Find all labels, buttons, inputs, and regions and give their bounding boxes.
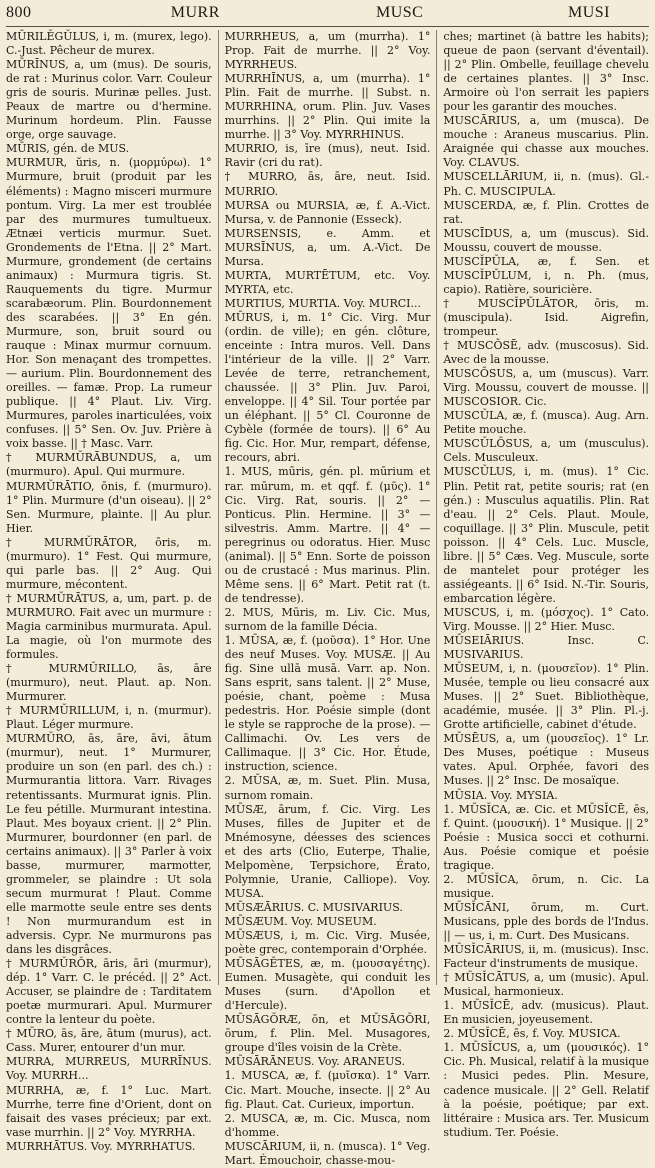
dictionary-entry: MUSCŬLA, æ, f. (musca). Aug. Arn. Petite mouche. <box>443 409 650 437</box>
dictionary-entry: 1. MŪSĬCUS, a, um (μουσικός). 1° Cic. Ph. Musical, relatif à la musique : Musici pedes. Plin. Mesure, cadence musicale. || 2° Gell. Relatif à la poésie, poétique; par ext. littéraire : Musica ars. Ter. Musicum studium. Ter. Poésie. <box>443 1041 650 1139</box>
dictionary-entry: † MURMŬRĀTOR, ōris, m. (murmuro). 1° Fest. Qui murmure, qui parle bas. || 2° Aug. Qui murmure, mécontent. <box>6 535 212 591</box>
column-left <box>6 30 212 1153</box>
dictionary-entry: MUSCŬLŌSUS, a, um (musculus). Cels. Musculeux. <box>443 437 650 465</box>
dictionary-entry: MŪSÆ, ārum, f. Cic. Virg. Les Muses, filles de Jupiter et de Mnémosyne, déesses des sciences et des arts (Clio, Euterpe, Thalie, Melpomène, Terpsichore, Érato, Polymnie, Uranie, Calliope). Voy. MUSA. <box>224 802 431 900</box>
dictionary-entry: MŪSEIĀRIUS. Insc. C. MUSIVARIUS. <box>443 634 650 662</box>
dictionary-entry: 1. MŪSĬCA, æ. Cic. et MŪSĬCĒ, ēs, f. Quint. (μουσική). 1° Musique. || 2° Poésie : Musica socci et cothurni. Aus. Poésie comique et poésie tragique. <box>443 802 650 872</box>
dictionary-entry: † MŪRO, ās, āre, ātum (murus), act. Cass. Murer, entourer d'un mur. <box>6 1027 212 1055</box>
dictionary-entry: MŪSĬCĀRIUS, ii, m. (musicus). Insc. Facteur d'instruments de musique. <box>443 943 650 971</box>
dictionary-entry: MUSCĀRIUM, ii, n. (musca). 1° Veg. Mart. Émouchoir, chasse-mou- <box>224 1139 431 1167</box>
dictionary-entry: MURMŬRO, ās, āre, āvi, ātum (murmur), neut. 1° Murmurer, produire un son (en parl. des ch.) : Murmurantia littora. Varr. Rivages retentissants. Murmurat ignis. Plin. Le feu pétille. Murmurant intestina. Plaut. Mes boyaux crient. || 2° Plin. Murmurer, bourdonner (en parl. de certains animaux). || 3° Parler à voix basse, murmurer, marmotter, grommeler, se plaindre : Ut sola secum murmurat ! Plaut. Comme elle marmotte seule entre ses dents ! Non murmurandum est in adversis. Cypr. Ne murmurons pas dans les disgrâces. <box>6 732 212 957</box>
dictionary-entry: 1. MŪSA, æ, f. (μοῦσα). 1° Hor. Une des neuf Muses. Voy. MUSÆ. || Au fig. Sine ullā musā. Varr. ap. Non. Sans esprit, sans talent. || 2° Muse, poésie, chant, poème : Musa pedestris. Hor. Poésie simple (dont le style se rapproche de la prose). — Callimachi. Ov. Les vers de Callimaque. || 3° Cic. Hor. Étude, instruction, science. <box>224 634 431 774</box>
dictionary-entry: MUSCŌSUS, a, um (muscus). Varr. Virg. Moussu, couvert de mousse. || MUSCOSIOR. Cic. <box>443 367 650 409</box>
dictionary-entry: † MŪSĬCĀTUS, a, um (music). Apul. Musical, harmonieux. <box>443 971 650 999</box>
dictionary-entry: 1. MUS, mūris, gén. pl. mūrium et rar. mūrum, m. et qqf. f. (μῦς). 1° Cic. Virg. Rat, souris. || 2° — Ponticus. Plin. Hermine. || 3° — silvestris. Amm. Martre. || 4° — peregrinus ou odoratus. Hier. Musc (animal). || 5° Enn. Sorte de poisson ou de crustacé : Mus marinus. Plin. Même sens. || 6° Mart. Petit rat (t. de tendresse). <box>224 465 431 605</box>
dictionary-entry: MŪSĀGĔTES, æ, m. (μουσαγέτης). Eumen. Musagète, qui conduit les Muses (surn. d'Apollon et d'Hercule). <box>224 957 431 1013</box>
running-headword-right: MUSI <box>567 4 610 21</box>
dictionary-entry: 2. MUS, Mūris, m. Liv. Cic. Mus, surnom de la famille Décia. <box>224 605 431 633</box>
dictionary-entry: MUSCERDA, æ, f. Plin. Crottes de rat. <box>443 198 650 226</box>
running-headword-left: MURR <box>170 4 220 21</box>
dictionary-entry: MŪSÆĀRIUS. C. MUSIVARIUS. <box>224 900 403 914</box>
dictionary-entry: MŪSEUM, i, n. (μουσεῖον). 1° Plin. Musée, temple ou lieu consacré aux Muses. || 2° Suet. Bibliothèque, académie, musée. || 3° Plin. Pl.-j. Grotte artificielle, cabinet d'étude. <box>443 662 650 732</box>
dictionary-entry: 2. MŪSĬCĒ, ēs, f. Voy. MUSICA. <box>443 1027 621 1041</box>
column-middle <box>224 30 431 1167</box>
dictionary-entry: MURRA, MURREUS, MURRĪNUS. Voy. MURRH... <box>6 1055 212 1083</box>
dictionary-entry: MURSENSIS, e. Amm. et MURSĪNUS, a, um. A.-Vict. De Mursa. <box>224 226 431 268</box>
page-number: 800 <box>6 4 32 21</box>
dictionary-entry: MURRHA, æ, f. 1° Luc. Mart. Murrhe, terre fine d'Orient, dont on faisait des vases précieux; par ext. vase murrhin. || 2° Voy. MYRRHA. <box>6 1083 212 1139</box>
dictionary-entry: MŪRILĔGŬLUS, i, m. (murex, lego). C.-Just. Pêcheur de murex. <box>6 30 212 58</box>
dictionary-entry: † MURRO, ās, āre, neut. Isid. MURRIO. <box>224 170 431 198</box>
dictionary-entry: † MURMŬRILLO, ās, āre (murmuro), neut. Plaut. ap. Non. Murmurer. <box>6 662 212 704</box>
dictionary-entry: MŪSÆUM. Voy. MUSEUM. <box>224 914 377 928</box>
dictionary-entry: MURTA, MURTĒTUM, etc. Voy. MYRTA, etc. <box>224 268 431 296</box>
dictionary-entry: MŪSÆUS, i, m. Cic. Virg. Musée, poète grec, contemporain d'Orphée. <box>224 929 431 957</box>
dictionary-entry: MŪSĒUS, a, um (μουσεῖος). 1° Lr. Des Muses, poétique : Museus vates. Apul. Orphée, favori des Muses. || 2° Insc. De mosaïque. <box>443 732 650 788</box>
dictionary-entry: MŪSĀGŎRÆ, ōn, et MŪSĀGŎRI, ōrum, f. Plin. Mel. Musagores, groupe d'îles voisin de la Crète. <box>224 1013 431 1055</box>
dictionary-entry: MUSCUS, i, m. (μόσχος). 1° Cato. Virg. Mousse. || 2° Hier. Musc. <box>443 605 650 633</box>
dictionary-entry: MURRHĪNUS, a, um (murrha). 1° Plin. Fait de murrhe. || Subst. n. MURRHINA, orum. Plin. Juv. Vases murrhins. || 2° Plin. Qui imite la murrhe. || 3° Voy. MYRRHINUS. <box>224 72 431 142</box>
dictionary-entry: MŪSĬCĀNI, ōrum, m. Curt. Musicans, pple des bords de l'Indus. || — us, i, m. Curt. Des Musicans. <box>443 900 650 942</box>
dictionary-entry: † MURMŬRILLUM, i, n. (murmur). Plaut. Léger murmure. <box>6 704 212 732</box>
dictionary-entry: MŪSIA. Voy. MYSIA. <box>443 788 558 802</box>
dictionary-entry: MURSA ou MURSIA, æ, f. A.-Vict. Mursa, v. de Pannonie (Esseck). <box>224 198 431 226</box>
dictionary-entry: MUSCELLĀRIUM, ii, n. (mus). Gl.-Ph. C. MUSCIPULA. <box>443 170 650 198</box>
dictionary-entry: MUSCĬPŬLA, æ, f. Sen. et MUSCĬPŬLUM, i, n. Ph. (mus, capio). Ratière, souricière. <box>443 254 650 296</box>
column-divider <box>218 30 219 985</box>
dictionary-entry: ches; martinet (à battre les habits); queue de paon (servant d'éventail). || 2° Plin. Ombelle, feuillage chevelu de certaines plantes. || 3° Insc. Armoire où l'on serrait les papiers pour les garantir des mouches. <box>443 30 650 114</box>
dictionary-entry: MURTIUS, MURTIA. Voy. MURCI... <box>224 296 421 310</box>
dictionary-entry: 1. MUSCA, æ, f. (μυῖσκα). 1° Varr. Cic. Mart. Mouche, insecte. || 2° Au fig. Plaut. Cat. Curieux, importun. <box>224 1069 431 1111</box>
dictionary-entry: † MUSCŌSĒ, adv. (muscosus). Sid. Avec de la mousse. <box>443 339 650 367</box>
dictionary-entry: MURRIO, is, īre (mus), neut. Isid. Ravir (cri du rat). <box>224 142 431 170</box>
dictionary-entry: MUSCĀRIUS, a, um (musca). De mouche : Araneus muscarius. Plin. Araignée qui chasse aux mouches. Voy. CLAVUS. <box>443 114 650 170</box>
dictionary-entry: † MURMŬRŎR, āris, āri (murmur), dép. 1° Varr. C. le précéd. || 2° Act. Accuser, se plaindre de : Tarditatem poetæ murmurari. Apul. Murmurer contre la lenteur du poète. <box>6 957 212 1027</box>
column-right <box>443 30 650 1139</box>
dictionary-entry: † MURMŬRĀTUS, a, um, part. p. de MURMURO. Fait avec un murmure : Magia carminibus murmurata. Apul. La magie, où l'on murmote des formules. <box>6 591 212 662</box>
dictionary-entry: † MUSCĬPŬLĀTOR, ōris, m. (muscipula). Isid. Aigrefin, trompeur. <box>443 296 650 338</box>
dictionary-entry: MŪSĀRĀNEUS. Voy. ARANEUS. <box>224 1055 406 1069</box>
page-header <box>6 4 649 27</box>
dictionary-entry: 2. MŪSA, æ, m. Suet. Plin. Musa, surnom romain. <box>224 774 431 802</box>
dictionary-entry: MURMŬRĀTIO, ōnis, f. (murmuro). 1° Plin. Murmure (d'un oiseau). || 2° Sen. Murmure, plainte. || Au plur. Hier. <box>6 479 212 535</box>
dictionary-entry: MURMUR, ŭris, n. (μορμύρω). 1° Murmure, bruit (produit par les éléments) : Magno misceri murmure pontum. Virg. La mer est troublée par des murmures tumultueux. Ætnæi verticis murmur. Suet. Grondements de l'Etna. || 2° Mart. Murmure, grondement (de certains animaux) : Murmura tigris. St. Rauquements du tigre. Murmur scarabæorum. Plin. Bourdonnement des scarabées. || 3° En gén. Murmure, son, bruit sourd ou rauque : Minax murmur cornuum. Hor. Son menaçant des trompettes. — aurium. Plin. Bourdonnement des oreilles. — famæ. Prop. La rumeur publique. || 4° Plaut. Liv. Virg. Murmures, paroles inarticulées, voix confuses. || 5° Sen. Ov. Juv. Prière à voix basse. || † Masc. Varr. <box>6 156 212 451</box>
dictionary-entry: 2. MUSCA, æ, m. Cic. Musca, nom d'homme. <box>224 1111 431 1139</box>
dictionary-entry: MUSCŬLUS, i, m. (mus). 1° Cic. Plin. Petit rat, petite souris; rat (en gén.) : Musculus aquatilis. Plin. Rat d'eau. || 2° Cels. Plaut. Moule, coquillage. || 3° Plin. Muscule, petit poisson. || 4° Cels. Luc. Muscle, libre. || 5° Cæs. Veg. Muscule, sorte de mantelet pour protéger les assiégeants. || 6° Isid. N.-Tir. Souris, embarcation légère. <box>443 465 650 605</box>
dictionary-entry: MŪRĪNUS, a, um (mus). De souris, de rat : Murinus color. Varr. Couleur gris de souris. Murinæ pelles. Just. Peaux de martre ou d'hermine. Murinum hordeum. Plin. Fausse orge, orge sauvage. <box>6 58 212 142</box>
dictionary-entry: † MURMŬRĀBUNDUS, a, um (murmuro). Apul. Qui murmure. <box>6 451 212 479</box>
dictionary-entry: 2. MŪSĬCA, ōrum, n. Cic. La musique. <box>443 872 650 900</box>
dictionary-entry: MURRHĀTUS. Voy. MYRRHATUS. <box>6 1139 196 1153</box>
running-headword-center: MUSC <box>375 4 424 21</box>
dictionary-entry: MŪRIS, gén. de MUS. <box>6 142 130 156</box>
dictionary-entry: MUSCĪDUS, a, um (muscus). Sid. Moussu, couvert de mousse. <box>443 226 650 254</box>
dictionary-entry: MŪRUS, i, m. 1° Cic. Virg. Mur (ordin. de ville); en gén. clôture, enceinte : Intra muros. Vell. Dans l'intérieur de la ville. || 2° Varr. Levée de terre, retranchement, chaussée. || 3° Plin. Juv. Paroi, enveloppe. || 4° Sil. Tour portée par un éléphant. || 5° Cl. Couronne de Cybèle (formée de tours). || 6° Au fig. Cic. Hor. Mur, rempart, défense, recours, abri. <box>224 310 431 465</box>
text-columns <box>6 30 650 1167</box>
dictionary-entry: 1. MŪSĬCĒ, adv. (musicus). Plaut. En musicien, joyeusement. <box>443 999 650 1027</box>
dictionary-entry: MURRHEUS, a, um (murrha). 1° Prop. Fait de murrhe. || 2° Voy. MYRRHEUS. <box>224 30 431 72</box>
column-divider <box>436 30 437 985</box>
